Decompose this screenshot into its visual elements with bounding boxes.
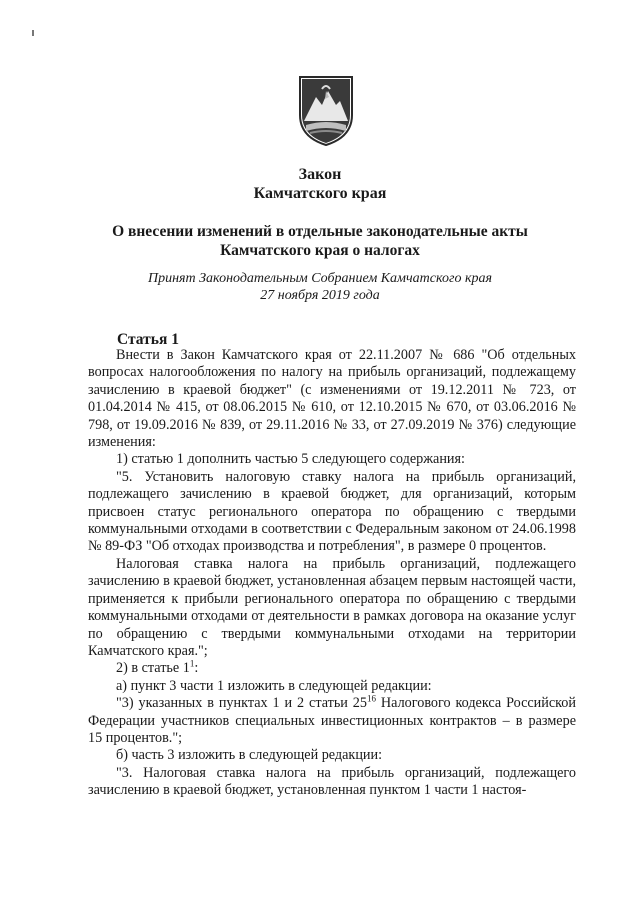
paragraph-tax-rate: Налоговая ставка налога на прибыль организаций, подлежащего зачислению в краевой бюджет, установленная абзацем первым настоящей части, применяется к прибыли регионального оператора по обращению с твердыми коммунальными отходами от деятельности в рамках договора на оказание услуг по обращению с твердыми коммунальными отходами на территории Камчатского края."; [88,555,576,659]
paragraph-intro: Внести в Закон Камчатского края от 22.11.2007 № 686 "Об отдельных вопросах налогообложения по налогу на прибыль организаций, подлежащему зачислению в краевой бюджет" (с изменениями от 19.12.2011 № 723, от 01.04.2014 № 415, от 08.06.2015 № 610, от 12.10.2015 № 670, от 03.06.2016 № 798, от 19.09.2016 № 839, от 29.11.2016 № 33, от 27.09.2019 № 376) следующие изменения: [88,347,576,451]
document-title-line2: Камчатского края [253,185,387,202]
document-subtitle-line1: О внесении изменений в отдельные законодательные акты [112,223,528,240]
paragraph-quoted-part-5: "5. Установить налоговую ставку налога на прибыль организаций, подлежащего зачислению в краевой бюджет, для организаций, которым присвоен статус регионального оператора по обращению с твердыми коммунальными отходами в соответствии с Федеральным законом от 24.06.1998 № 89-ФЗ "Об отходах производства и потребления", в размере 0 процентов. [88,468,576,555]
document-subtitle-line2: Камчатского края о налогах [220,242,420,259]
paragraph-item-b: б) часть 3 изложить в следующей редакции: [116,747,383,764]
paragraph-item-a: а) пункт 3 части 1 изложить в следующей редакции: [116,677,432,694]
paragraph-item-2: 2) в статье $1^1$: [116,658,199,677]
adoption-date: 27 ноября 2019 года [260,288,380,303]
paragraph-quoted-point-3: "3) указанных в пунктах 1 и 2 статьи $25^{16}$ Налогового кодекса Российской Федерации участников специальных инвестиционных контрактов – в размере 15 процентов."; [88,693,576,746]
coat-of-arms-emblem [296,75,356,147]
adoption-note: Принят Законодательным Собранием Камчатского края [147,271,493,286]
scan-mark [32,30,34,36]
article-heading: Статья 1 [117,331,179,348]
article-body [88,347,576,800]
document-title-line1: Закон [298,166,342,183]
paragraph-quoted-part-3: "3. Налоговая ставка налога на прибыль организаций, подлежащего зачислению в краевой бюджет, установленная пунктом 1 части 1 настоя- [88,764,576,799]
paragraph-item-1: 1) статью 1 дополнить частью 5 следующего содержания: [116,451,465,468]
